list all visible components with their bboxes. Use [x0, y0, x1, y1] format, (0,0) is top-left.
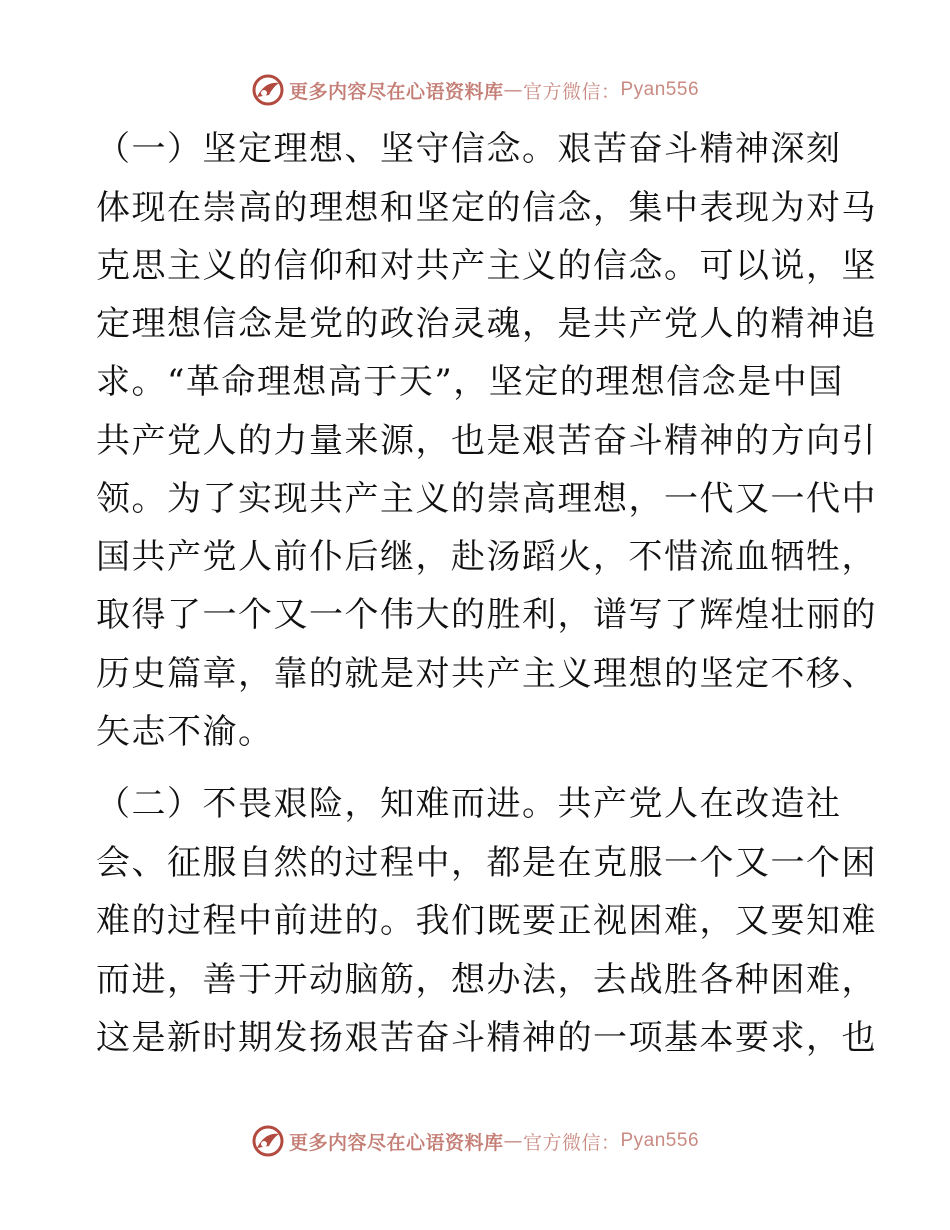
text-line: 国共产党人前仆后继，赴汤蹈火，不惜流血牺牲，: [96, 537, 877, 577]
watermark-separator: —: [503, 79, 523, 101]
text-line: 领。为了实现共产主义的崇高理想，一代又一代中: [96, 479, 877, 519]
text-line: 历史篇章，靠的就是对共产主义理想的坚定不移、: [96, 654, 877, 694]
text-line: 会、征服自然的过程中，都是在克服一个又一个困: [96, 843, 877, 883]
text-line: 这是新时期发扬艰苦奋斗精神的一项基本要求，也: [96, 1018, 877, 1058]
text-line: 共产党人的力量来源，也是艰苦奋斗精神的方向引: [96, 421, 877, 461]
footer-watermark: [0, 1123, 950, 1159]
watermark-text: 更多内容尽在心语资料库: [288, 1131, 504, 1154]
text-line: 矢志不渝。: [96, 712, 274, 752]
watermark-wechat-label: 官方微信：: [522, 80, 621, 103]
pen-logo-icon: [251, 1124, 285, 1158]
watermark-wechat-id: Pyan556: [620, 1130, 700, 1151]
text-line: 克思主义的信仰和对共产主义的信念。可以说，坚: [96, 246, 877, 286]
watermark-wechat-label: 官方微信：: [522, 1131, 621, 1154]
text-line: （二）不畏艰险，知难而进。共产党人在改造社: [96, 784, 842, 824]
watermark-text: 更多内容尽在心语资料库: [288, 80, 504, 103]
text-line: （一）坚定理想、坚守信念。艰苦奋斗精神深刻: [96, 129, 842, 169]
pen-logo-icon: [251, 73, 285, 107]
text-line: 难的过程中前进的。我们既要正视困难，又要知难: [96, 901, 877, 941]
text-line: 而进，善于开动脑筋，想办法，去战胜各种困难，: [96, 960, 877, 1000]
text-line: 取得了一个又一个伟大的胜利，谱写了辉煌壮丽的: [96, 595, 877, 635]
watermark-wechat-id: Pyan556: [620, 79, 700, 100]
watermark-separator: —: [503, 1130, 523, 1152]
text-line: 求。“革命理想高于天”，坚定的理想信念是中国: [96, 362, 844, 402]
text-line: 定理想信念是党的政治灵魂，是共产党人的精神追: [96, 304, 877, 344]
text-line: 体现在崇高的理想和坚定的信念，集中表现为对马: [96, 188, 877, 228]
header-watermark: [0, 72, 950, 108]
